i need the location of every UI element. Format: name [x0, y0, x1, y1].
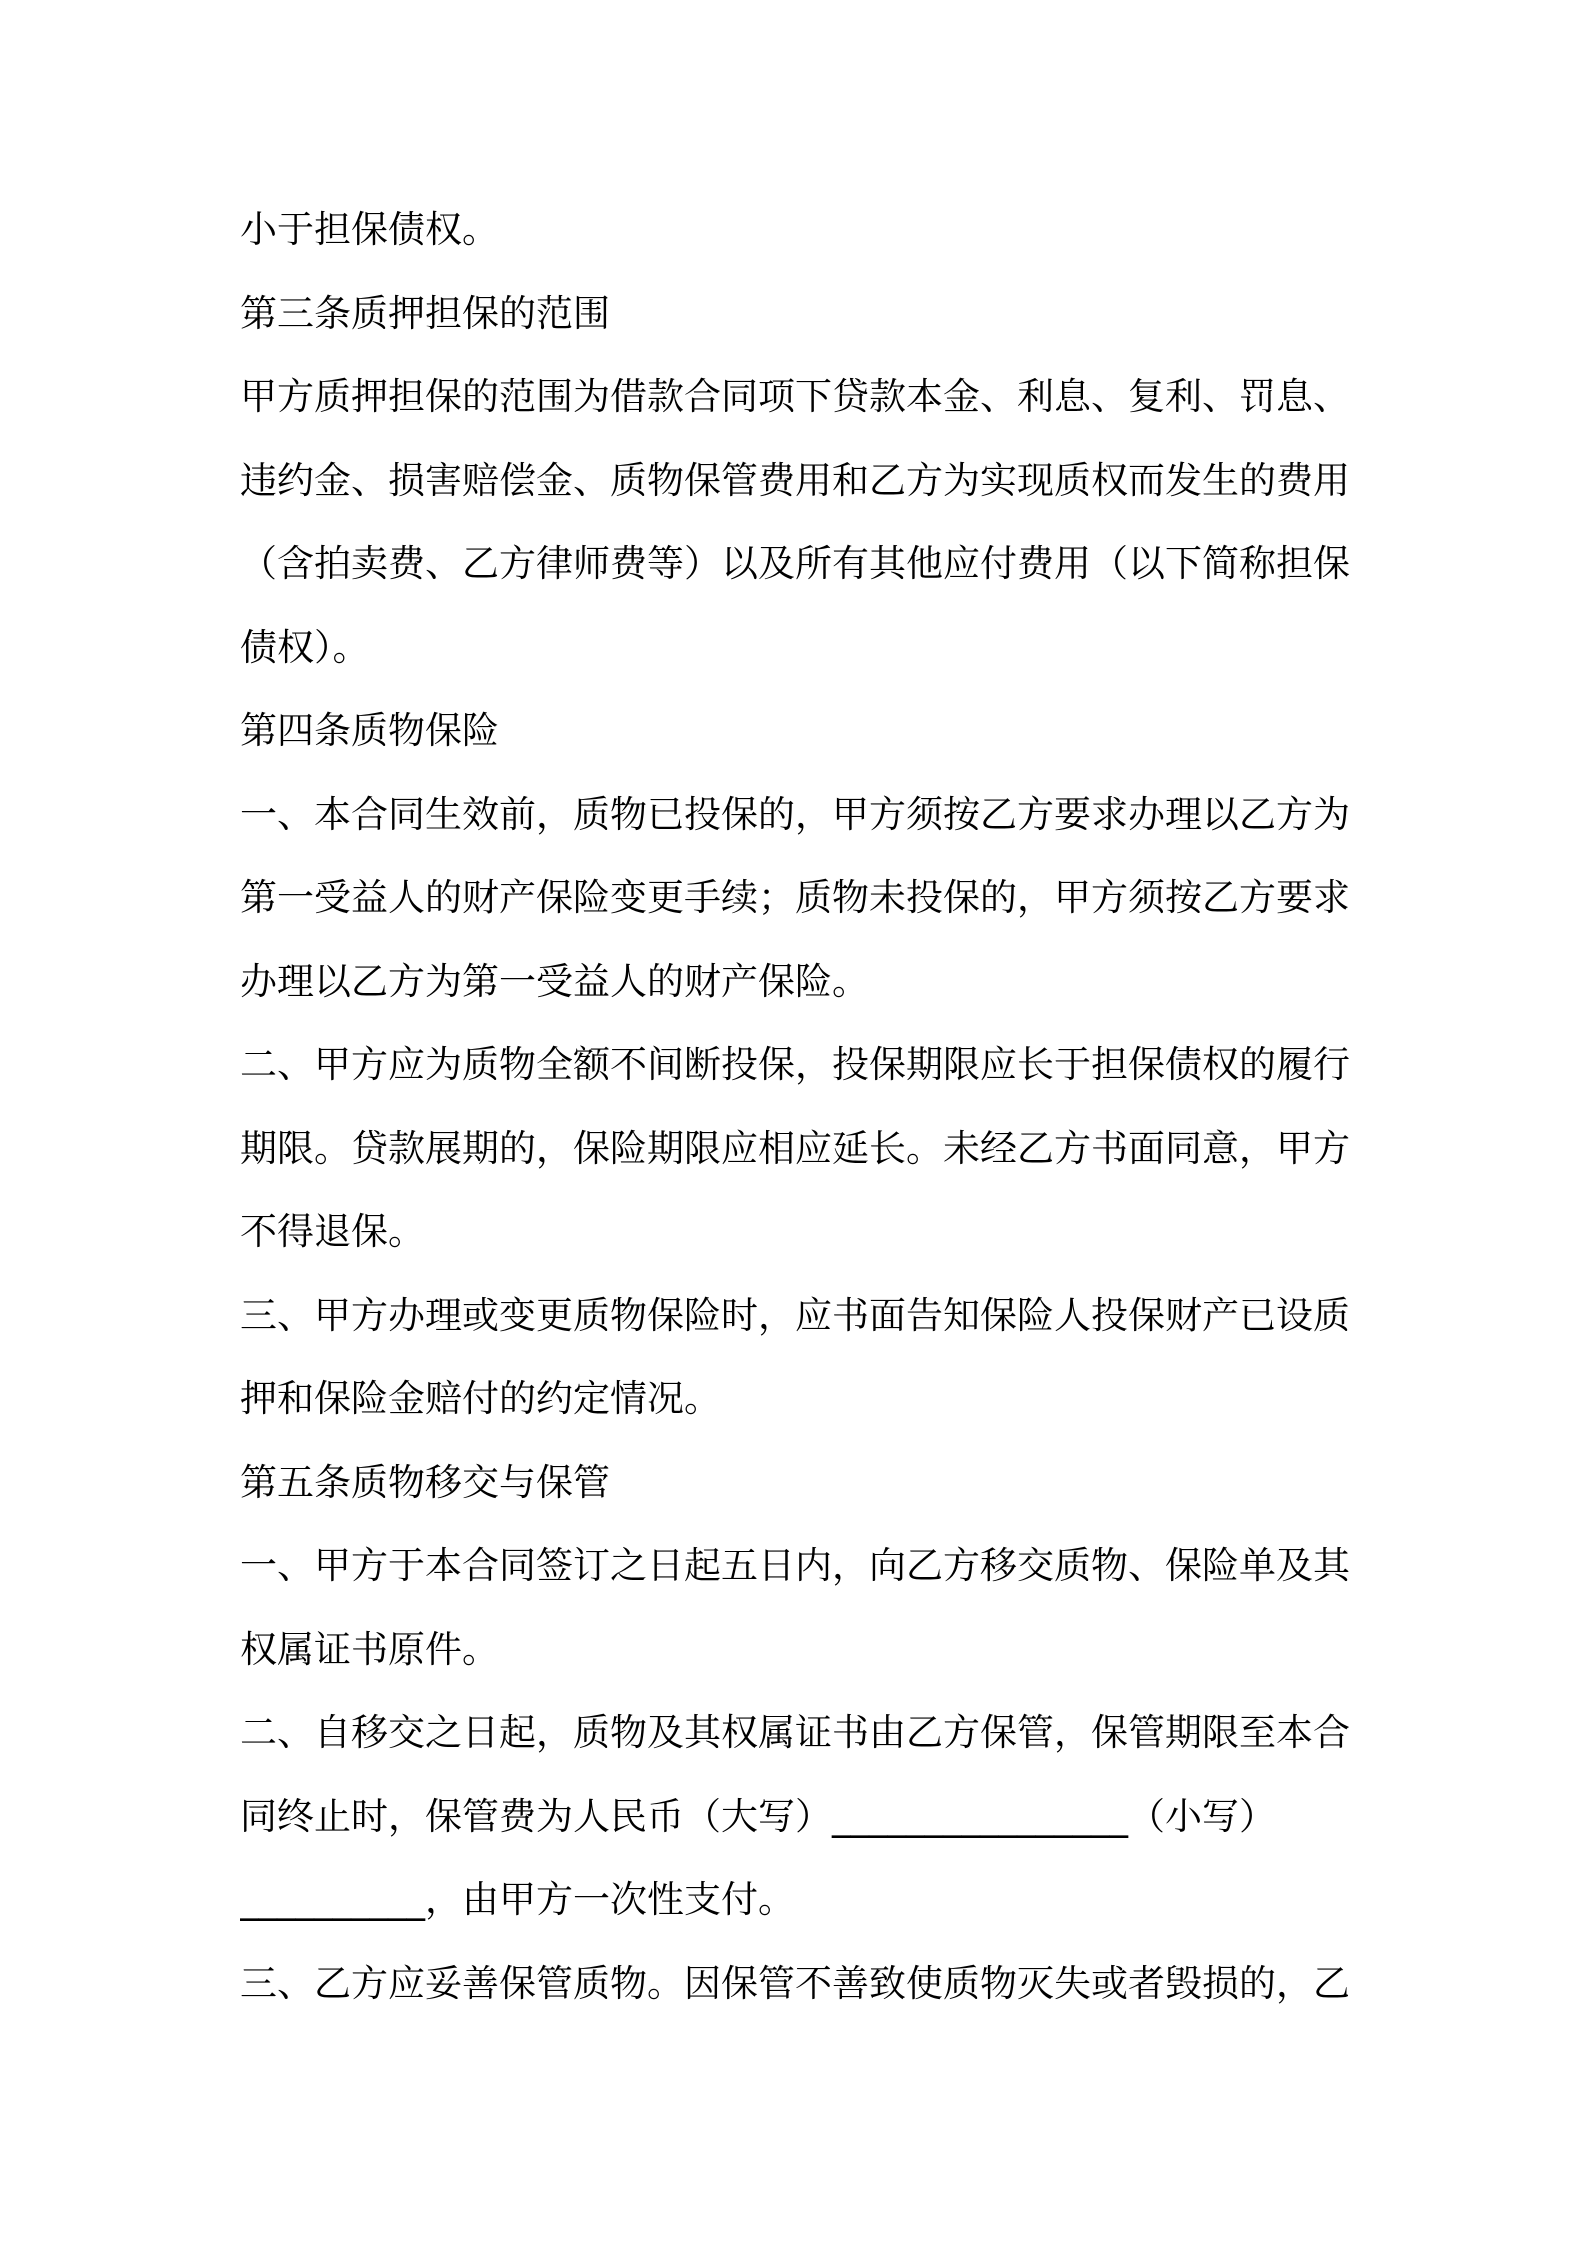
text-line: 甲方质押担保的范围为借款合同项下贷款本金、利息、复利、罚息、	[240, 375, 1350, 418]
section-heading: 第五条质物移交与保管	[240, 1460, 610, 1504]
text-line: __________，由甲方一次性支付。	[240, 1878, 795, 1921]
document-body	[240, 198, 1360, 2035]
text-line: 期限。贷款展期的，保险期限应相应延长。未经乙方书面同意，甲方	[240, 1126, 1350, 1170]
text-line: 权属证书原件。	[240, 1627, 499, 1671]
text-line: 三、甲方办理或变更质物保险时，应书面告知保险人投保财产已设质	[240, 1293, 1350, 1337]
text-line: 第一受益人的财产保险变更手续；质物未投保的，甲方须按乙方要求	[240, 876, 1350, 919]
text-line: （含拍卖费、乙方律师费等）以及所有其他应付费用（以下简称担保	[240, 542, 1350, 585]
text-line: 不得退保。	[240, 1210, 425, 1253]
section-heading: 第四条质物保险	[240, 709, 499, 752]
text-line: 债权）。	[240, 625, 370, 669]
text-line: 三、乙方应妥善保管质物。因保管不善致使质物灭失或者毁损的，乙	[240, 1961, 1350, 2005]
text-line: 一、本合同生效前，质物已投保的，甲方须按乙方要求办理以乙方为	[240, 792, 1350, 836]
text-line: 二、甲方应为质物全额不间断投保，投保期限应长于担保债权的履行	[240, 1043, 1350, 1086]
text-line: 同终止时，保管费为人民币（大写）________________（小写）	[240, 1794, 1276, 1838]
text-line: 小于担保债权。	[240, 208, 499, 251]
text-line: 押和保险金赔付的约定情况。	[240, 1377, 721, 1420]
text-line: 二、自移交之日起，质物及其权属证书由乙方保管，保管期限至本合	[240, 1711, 1350, 1754]
text-line: 办理以乙方为第一受益人的财产保险。	[240, 959, 869, 1003]
text-line: 违约金、损害赔偿金、质物保管费用和乙方为实现质权而发生的费用	[240, 458, 1350, 502]
section-heading: 第三条质押担保的范围	[240, 291, 610, 335]
text-line: 一、甲方于本合同签订之日起五日内，向乙方移交质物、保险单及其	[240, 1544, 1350, 1587]
